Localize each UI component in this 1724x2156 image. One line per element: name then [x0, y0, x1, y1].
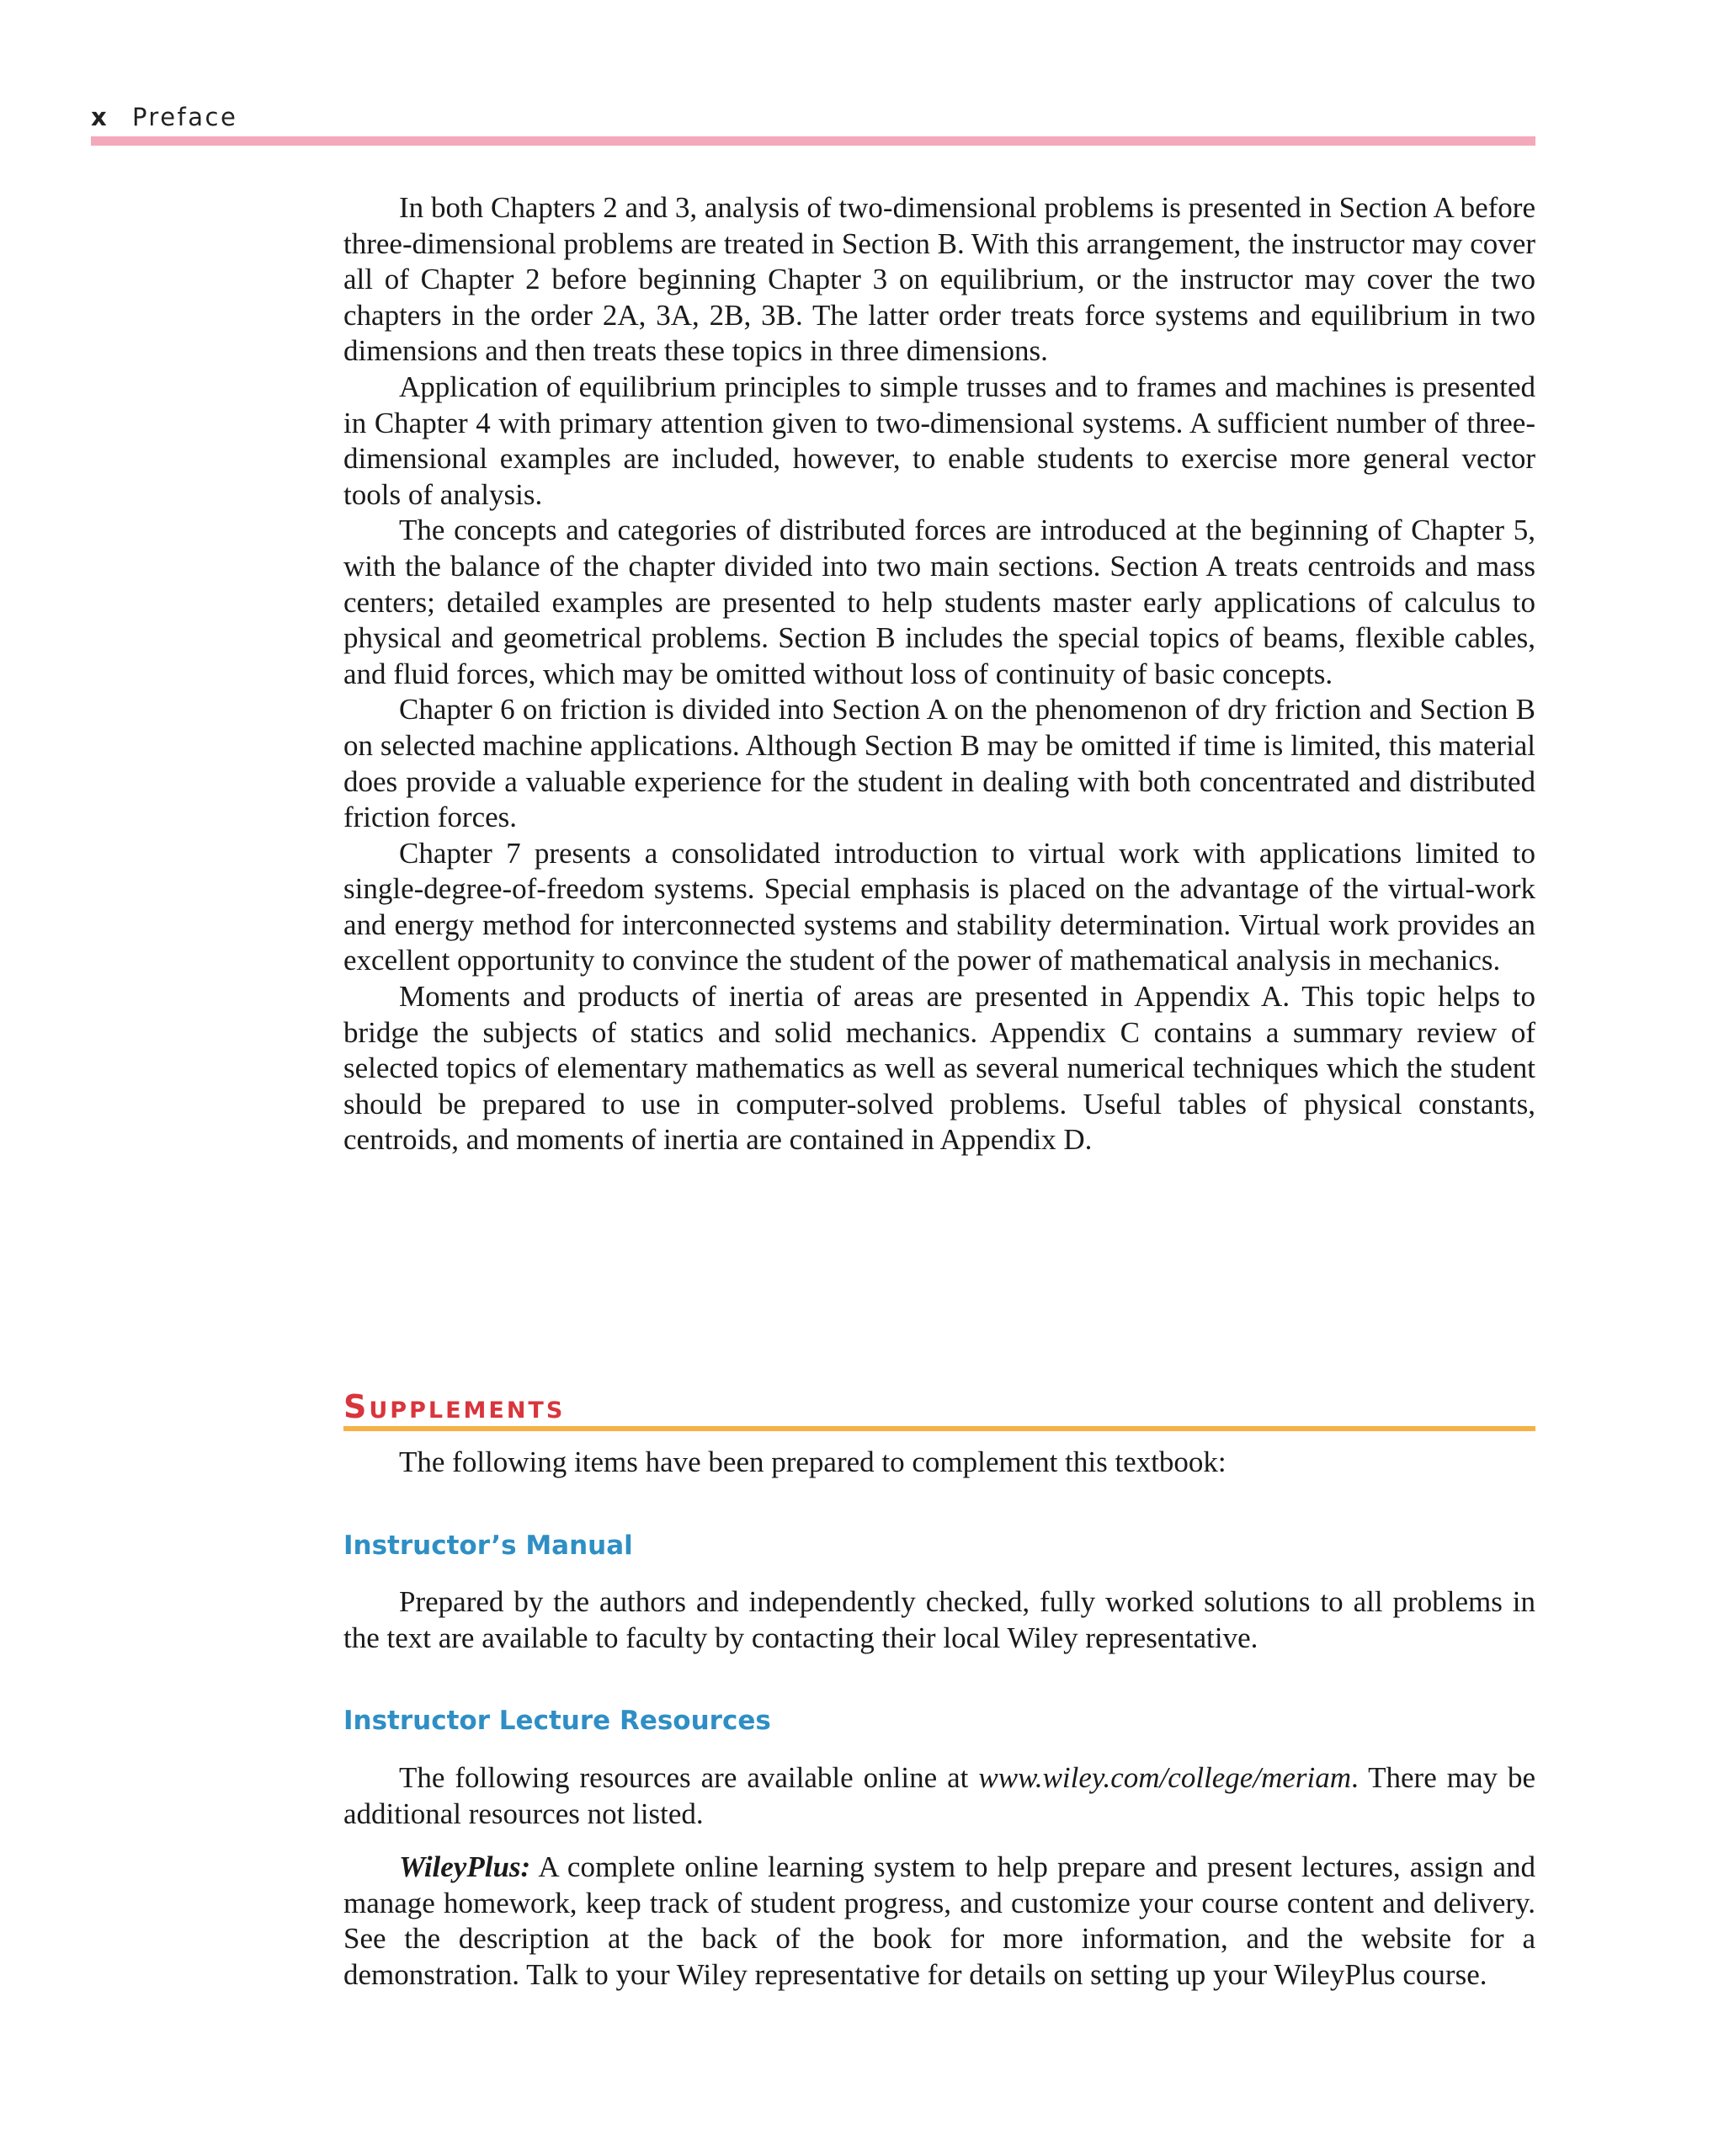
lecture-resources-paragraph: [343, 1760, 1535, 1832]
supplements-intro-block: [343, 1445, 1535, 1481]
lecture-text-after: . There may be additional resources not listed.: [343, 1761, 1536, 1830]
running-head: [91, 103, 237, 131]
running-head-rule: [91, 136, 1535, 146]
paragraph: Chapter 6 on friction is divided into Section A on the phenomenon of dry friction and Section B on selected machine applications. Although Section B may be omitted if time is limited, this material does provide a valuable experience for the student in dealing with both concentrated and distributed friction forces.: [343, 693, 1535, 834]
wileyplus-text: A complete online learning system to help prepare and present lectures, assign and manage homework, keep track of student progress, and customize your course content and delivery. See the description at the back of the book for more information, and the website for a demonstration. Talk to your Wiley representative for details on setting up your WileyPlus course.: [343, 1850, 1535, 1991]
section-rule: [343, 1426, 1535, 1431]
paragraph: Chapter 7 presents a consolidated introduction to virtual work with applications limited to single-degree-of-freedom systems. Special emphasis is placed on the advantage of the virtual-work and energy method for interconnected systems and stability determination. Virtual work provides an excellent opportunity to convince the student of the power of mathematical analysis in mechanics.: [343, 836, 1535, 977]
wileyplus-paragraph: [343, 1850, 1535, 1993]
subheading-instructors-manual: Instructor’s Manual: [343, 1530, 633, 1561]
manual-paragraph: Prepared by the authors and independently checked, fully worked solutions to all problems in the text are available to faculty by contacting their local Wiley representative.: [343, 1585, 1535, 1654]
paragraph: The concepts and categories of distributed forces are introduced at the beginning of Chapter 5, with the balance of the chapter divided into two main sections. Section A treats centroids and mass centers; detailed examples are presented to help students master early applications of calculus to physical and geometrical problems. Section B includes the special topics of beams, flexible cables, and fluid forces, which may be omitted without loss of continuity of basic concepts.: [343, 514, 1535, 690]
page-number: x: [91, 103, 109, 131]
lecture-block: [343, 1760, 1535, 1832]
paragraph: In both Chapters 2 and 3, analysis of two-dimensional problems is presented in Section A before three-dimensional problems are treated in Section B. With this arrangement, the instructor may cover all of Chapter 2 before beginning Chapter 3 on equilibrium, or the instructor may cover the two chapters in the order 2A, 3A, 2B, 3B. The latter order treats force systems and equilibrium in two dimensions and then treats these topics in three dimensions.: [343, 191, 1535, 368]
body-text: [343, 190, 1535, 1158]
supplements-intro: The following items have been prepared to complement this textbook:: [399, 1445, 1226, 1478]
wileyplus-label: WileyPlus:: [399, 1850, 531, 1883]
running-head-title: Preface: [131, 103, 238, 131]
lecture-text-before: The following resources are available online at: [399, 1761, 979, 1794]
paragraph: Application of equilibrium principles to simple trusses and to frames and machines is presented in Chapter 4 with primary attention given to two-dimensional systems. A sufficient number of three-dimensional examples are included, however, to enable students to exercise more general vector tools of analysis.: [343, 370, 1535, 511]
wileyplus-block: [343, 1850, 1535, 1993]
section-heading: Supplements: [343, 1388, 566, 1425]
manual-block: [343, 1584, 1535, 1656]
paragraph: Moments and products of inertia of areas are presented in Appendix A. This topic helps to bridge the subjects of statics and solid mechanics. Appendix C contains a summary review of selected topics of elementary mathematics as well as several numerical techniques which the student should be prepared to use in computer-solved problems. Useful tables of physical constants, centroids, and moments of inertia are contained in Appendix D.: [343, 980, 1535, 1157]
wiley-url-link[interactable]: www.wiley.com/college/meriam: [978, 1761, 1352, 1794]
subheading-lecture-resources: Instructor Lecture Resources: [343, 1706, 771, 1736]
